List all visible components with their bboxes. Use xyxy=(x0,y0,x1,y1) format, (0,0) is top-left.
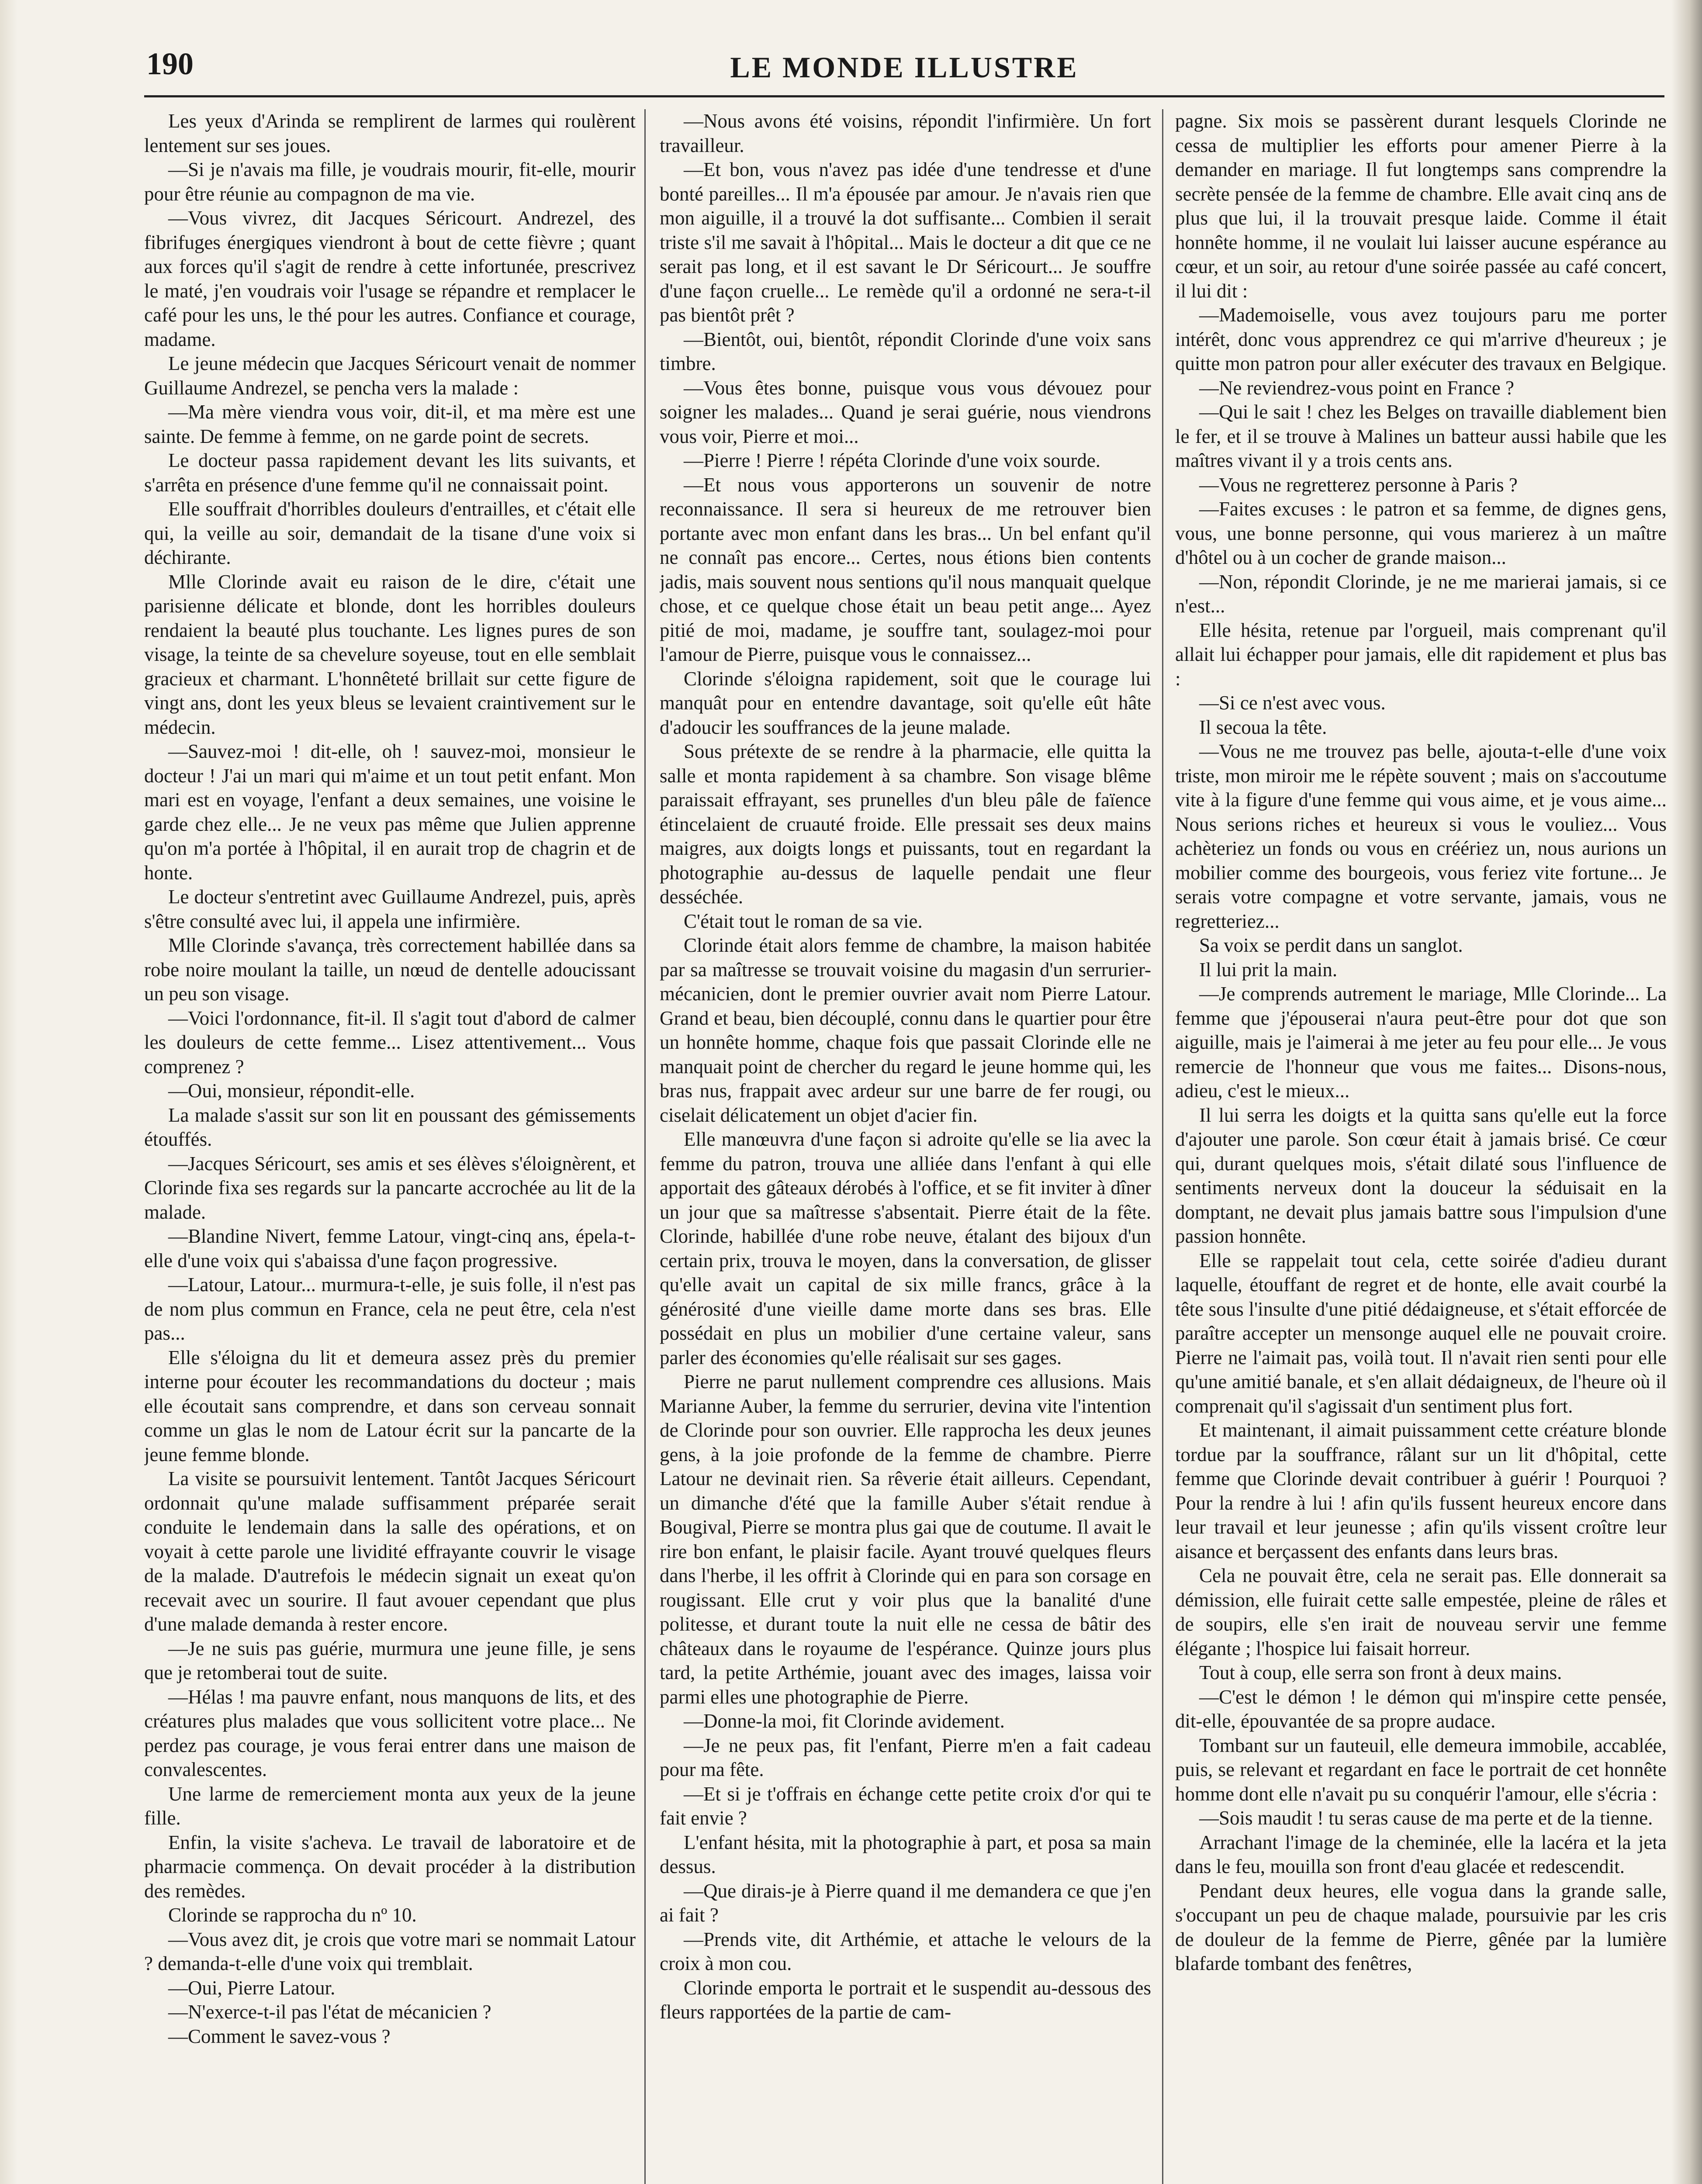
paragraph: Une larme de remerciement monta aux yeux de la jeune fille. xyxy=(144,1783,636,1829)
paragraph: —Et bon, vous n'avez pas idée d'une tendresse et d'une bonté pareilles... Il m'a épousée par amour. Je n'avais rien que mon aiguille, il a trouvé la dot suffisante... Combien il serait triste s'il me savait à l'hôpital... Mais le docteur a dit que ce ne serait pas long, et il est savant le Dr Séricourt... Je souffre d'une façon cruelle... Le remède qu'il a ordonné ne sera-t-il pas bientôt prêt ? xyxy=(660,159,1151,326)
paragraph: —Bientôt, oui, bientôt, répondit Clorinde d'une voix sans timbre. xyxy=(660,328,1151,374)
paragraph: —Sois maudit ! tu seras cause de ma perte et de la tienne. xyxy=(1199,1807,1653,1829)
paragraph: —Oui, Pierre Latour. xyxy=(168,1977,336,1999)
paragraph: —Oui, monsieur, répondit-elle. xyxy=(168,1080,415,1102)
text-columns xyxy=(144,109,1667,2184)
paragraph: —Hélas ! ma pauvre enfant, nous manquons de lits, et des créatures plus malades que vous sollicitent votre place... Ne perdez pas courage, je vous ferai entrer dans une maison de convalescentes. xyxy=(144,1686,636,1780)
paragraph: —Vous vivrez, dit Jacques Séricourt. Andrezel, des fibrifuges énergiques viendront à bout de cette fièvre ; quant aux forces qu'il s'agit de rendre à cette infortunée, prescrivez le maté, j'en voudrais voir l'usage se répandre et remplacer le café pour les uns, le thé pour les autres. Confiance et courage, madame. xyxy=(144,207,636,350)
page-right-edge xyxy=(1671,0,1702,2184)
paragraph: —N'exerce-t-il pas l'état de mécanicien ? xyxy=(168,2001,491,2023)
paragraph: Clorinde se rapprocha du nº 10. xyxy=(168,1904,417,1926)
paragraph: Sa voix se perdit dans un sanglot. xyxy=(1199,934,1463,956)
paragraph: Sous prétexte de se rendre à la pharmacie, elle quitta la salle et monta rapidement à sa chambre. Son visage blême paraissait effrayant, ses prunelles d'un bleu pâle de faïence étincelaient de cruauté froide. Elle pressait ses deux mains maigres, aux doigts longs et puissants, tout en regardant la photographie au-dessus de laquelle pendait une fleur desséchée. xyxy=(660,740,1151,908)
paragraph: pagne. Six mois se passèrent durant lesquels Clorinde ne cessa de multiplier les efforts pour amener Pierre à la demander en mariage. Il fut longtemps sans comprendre la secrète pensée de la femme de chambre. Elle avait cinq ans de plus que lui, il la trouvait presque laide. Comme il était honnête homme, il ne voulait lui laisser aucune espérance au cœur, et un soir, au retour d'une soirée passée au café concert, il lui dit : xyxy=(1175,110,1667,302)
page-header xyxy=(146,46,1662,98)
paragraph: Mlle Clorinde s'avança, très correctement habillée dans sa robe noire moulant la taille, un nœud de dentelle adoucissant un peu son visage. xyxy=(144,934,636,1005)
paragraph: Pierre ne parut nullement comprendre ces allusions. Mais Marianne Auber, la femme du serrurier, devina vite l'intention de Clorinde pour son ouvrier. Elle rapprocha les deux jeunes gens, à la joie profonde de la femme de chambre. Pierre Latour ne devinait rien. Sa rêverie était ailleurs. Cependant, un dimanche d'été que la famille Auber s'était rendue à Bougival, Pierre se montra plus gai que de coutume. Il avait le rire bon enfant, le plaisir facile. Ayant trouvé quelques fleurs dans l'herbe, il les offrit à Clorinde qui en para son corsage en rougissant. Elle crut y voir plus que la banalité d'une politesse, et durant toute la nuit elle ne cessa de bâtir des châteaux dans le royaume de l'espérance. Quinze jours plus tard, la petite Arthémie, jouant avec des images, laissa voir parmi elles une photographie de Pierre. xyxy=(660,1371,1151,1708)
paragraph: —Ma mère viendra vous voir, dit-il, et ma mère est une sainte. De femme à femme, on ne garde point de secrets. xyxy=(144,401,636,447)
paragraph: Elle se rappelait tout cela, cette soirée d'adieu durant laquelle, étouffant de regret et de honte, elle avait courbé la tête sous l'insulte d'une pitié dédaigneuse, et s'était efforcée de paraître accepter un mensonge auquel elle ne pouvait croire. Pierre ne l'aimait pas, voilà tout. Il n'avait rien senti pour elle qu'une amitié banale, et s'en allait dédaigneux, de l'heure où il comprenait qu'il s'agissait d'un sentiment plus fort. xyxy=(1175,1249,1667,1417)
paragraph: Elle souffrait d'horribles douleurs d'entrailles, et c'était elle qui, la veille au soir, demandait de la tisane d'une voix si déchirante. xyxy=(144,498,636,568)
paragraph: Le docteur passa rapidement devant les lits suivants, et s'arrêta en présence d'une femme qu'il ne connaissait point. xyxy=(144,449,636,496)
paragraph: Clorinde emporta le portrait et le suspendit au-dessous des fleurs rapportées de la partie de cam- xyxy=(660,1977,1151,2023)
paragraph: —Voici l'ordonnance, fit-il. Il s'agit tout d'abord de calmer les douleurs de cette femme... Lisez attentivement... Vous comprenez ? xyxy=(144,1007,636,1078)
paragraph: —Comment le savez-vous ? xyxy=(168,2025,391,2047)
paragraph: —Je ne suis pas guérie, murmura une jeune fille, je sens que je retomberai tout de suite. xyxy=(144,1637,636,1683)
paragraph: C'était tout le roman de sa vie. xyxy=(684,910,923,932)
page-left-edge xyxy=(0,0,17,2184)
paragraph: Tombant sur un fauteuil, elle demeura immobile, accablée, puis, se relevant et regardant en face le portrait de cet honnête homme dont elle n'avait pu su conquérir l'amour, elle s'écria : xyxy=(1175,1734,1667,1805)
paragraph: —Que dirais-je à Pierre quand il me demandera ce que j'en ai fait ? xyxy=(660,1880,1151,1926)
paragraph: —Faites excuses : le patron et sa femme, de dignes gens, vous, une bonne personne, qui vous marierez à un maître d'hôtel ou à un cocher de grande maison... xyxy=(1175,498,1667,568)
paragraph: —Jacques Séricourt, ses amis et ses élèves s'éloignèrent, et Clorinde fixa ses regards sur la pancarte accrochée au lit de la malade. xyxy=(144,1152,636,1223)
paragraph: Il secoua la tête. xyxy=(1199,716,1327,738)
paragraph: Il lui prit la main. xyxy=(1199,958,1338,981)
paragraph: —Vous avez dit, je crois que votre mari se nommait Latour ? demanda-t-elle d'une voix qui tremblait. xyxy=(144,1928,636,1974)
paragraph: Clorinde s'éloigna rapidement, soit que le courage lui manquât pour en entendre davantage, soit qu'elle eût hâte d'adoucir les souffrances de la jeune malade. xyxy=(660,667,1151,738)
paragraph: —Je ne peux pas, fit l'enfant, Pierre m'en a fait cadeau pour ma fête. xyxy=(660,1734,1151,1780)
paragraph: —C'est le démon ! le démon qui m'inspire cette pensée, dit-elle, épouvantée de sa propre audace. xyxy=(1175,1686,1667,1732)
paragraph: —Non, répondit Clorinde, je ne me marierai jamais, si ce n'est... xyxy=(1175,570,1667,617)
paragraph: —Donne-la moi, fit Clorinde avidement. xyxy=(684,1710,1005,1732)
header-rule xyxy=(144,95,1664,97)
column-2 xyxy=(660,109,1151,2184)
paragraph: —Et si je t'offrais en échange cette petite croix d'or qui te fait envie ? xyxy=(660,1783,1151,1829)
paragraph: —Vous ne me trouvez pas belle, ajouta-t-elle d'une voix triste, mon miroir me le répète souvent ; mais on s'accoutume vite à la figure d'une femme qui vous aime, et je vous aime... Nous serions riches et heureux si vous le vouliez... Vous achèteriez un fonds ou vous en créériez un, nous aurions un mobilier comme des bourgeois, vous feriez vite fortune... Je serais votre compagne et votre servante, jamais, vous ne regretteriez... xyxy=(1175,740,1667,932)
paragraph: —Vous ne regretterez personne à Paris ? xyxy=(1199,473,1518,496)
paragraph: Cela ne pouvait être, cela ne serait pas. Elle donnerait sa démission, elle fuirait cette salle empestée, pleine de râles et de soupirs, elle s'en irait de nouveau servir une femme élégante ; l'hospice lui faisait horreur. xyxy=(1175,1565,1667,1659)
paragraph: La malade s'assit sur son lit en poussant des gémissements étouffés. xyxy=(144,1104,636,1150)
paragraph: Le docteur s'entretint avec Guillaume Andrezel, puis, après s'être consulté avec lui, il appela une infirmière. xyxy=(144,886,636,932)
paragraph: —Prends vite, dit Arthémie, et attache le velours de la croix à mon cou. xyxy=(660,1928,1151,1974)
paragraph: Le jeune médecin que Jacques Séricourt venait de nommer Guillaume Andrezel, se pencha vers la malade : xyxy=(144,352,636,399)
paragraph: Les yeux d'Arinda se remplirent de larmes qui roulèrent lentement sur ses joues. xyxy=(144,110,636,156)
paragraph: Elle hésita, retenue par l'orgueil, mais comprenant qu'il allait lui échapper pour jamais, elle dit rapidement et plus bas : xyxy=(1175,619,1667,690)
column-3 xyxy=(1175,109,1667,2184)
paragraph: Il lui serra les doigts et la quitta sans qu'elle eut la force d'ajouter une parole. Son cœur était à jamais brisé. Ce cœur qui, durant quelques mois, s'était dilaté sous l'influence de sentiments nerveux dont la douceur la séduisait en la domptant, ne devait plus jamais battre sous l'impulsion d'une passion honnête. xyxy=(1175,1104,1667,1247)
page-number: 190 xyxy=(146,46,194,81)
paragraph: —Mademoiselle, vous avez toujours paru me porter intérêt, donc vous apprendrez ce qui m'arrive d'heureux ; je quitte mon patron pour aller exécuter des travaux en Belgique. xyxy=(1175,304,1667,374)
paragraph: Clorinde était alors femme de chambre, la maison habitée par sa maîtresse se trouvait voisine du magasin d'un serrurier-mécanicien, dont le premier ouvrier avait nom Pierre Latour. Grand et beau, bien découplé, connu dans le quartier pour être un honnête homme, chaque fois que passait Clorinde elle ne manquait point de chercher du regard le jeune homme qui, les bras nus, frappait avec ardeur sur une barre de fer rougi, ou ciselait délicatement un objet d'acier fin. xyxy=(660,934,1151,1126)
paragraph: —Si ce n'est avec vous. xyxy=(1199,692,1386,714)
paragraph: —Je comprends autrement le mariage, Mlle Clorinde... La femme que j'épouserai n'aura peut-être pour dot que son aiguille, mais je l'aimerai à me jeter au feu pour elle... Je vous remercie de l'honneur que vous me faites... Disons-nous, adieu, c'est le mieux... xyxy=(1175,983,1667,1102)
paragraph: Tout à coup, elle serra son front à deux mains. xyxy=(1199,1662,1562,1683)
paragraph: —Blandine Nivert, femme Latour, vingt-cinq ans, épela-t-elle d'une voix qui s'abaissa d'une façon progressive. xyxy=(144,1225,636,1272)
column-1 xyxy=(144,109,636,2184)
paragraph: Et maintenant, il aimait puissamment cette créature blonde tordue par la souffrance, râlant sur un lit d'hôpital, cette femme que Clorinde devait contribuer à guérir ! Pourquoi ? Pour la rendre à lui ! afin qu'ils fussent heureux encore dans leur travail et leur jeunesse ; afin qu'ils vissent croître leur aisance et berçassent des enfants dans leurs bras. xyxy=(1175,1419,1667,1562)
paragraph: Arrachant l'image de la cheminée, elle la lacéra et la jeta dans le feu, mouilla son front d'eau glacée et redescendit. xyxy=(1175,1831,1667,1877)
paragraph: —Latour, Latour... murmura-t-elle, je suis folle, il n'est pas de nom plus commun en France, cela ne peut être, cela n'est pas... xyxy=(144,1274,636,1344)
paragraph: Pendant deux heures, elle vogua dans la grande salle, s'occupant un peu de chaque malade, poursuivie par les cris de douleur de la femme de Pierre, gênée par la lumière blafarde tombant des fenêtres, xyxy=(1175,1880,1667,1974)
paragraph: —Vous êtes bonne, puisque vous vous dévouez pour soigner les malades... Quand je serai guérie, nous viendrons vous voir, Pierre et moi... xyxy=(660,377,1151,447)
paragraph: Elle manœuvra d'une façon si adroite qu'elle se lia avec la femme du patron, trouva une alliée dans l'enfant à qui elle apportait des gâteaux dérobés à l'office, et se fit inviter à dîner un jour que sa maîtresse s'absentait. Pierre était de la fête. Clorinde, habillée d'une robe neuve, étalant des bijoux d'un certain prix, trouva le moyen, dans la conversation, de glisser qu'elle avait un capital de six mille francs, grâce à la générosité d'une vieille dame morte dans ses bras. Elle possédait en plus un mobilier d'une certaine valeur, sans parler des économies qu'elle réalisait sur ses gages. xyxy=(660,1128,1151,1368)
paragraph: —Ne reviendrez-vous point en France ? xyxy=(1199,377,1514,399)
journal-title: LE MONDE ILLUSTRE xyxy=(730,51,1079,84)
paragraph: —Pierre ! Pierre ! répéta Clorinde d'une voix sourde. xyxy=(684,449,1101,471)
paragraph: —Qui le sait ! chez les Belges on travaille diablement bien le fer, et il se trouve à Malines un batteur aussi habile que les maîtres vivant il y a trois cents ans. xyxy=(1175,401,1667,471)
paragraph: —Si je n'avais ma fille, je voudrais mourir, fit-elle, mourir pour être réunie au compagnon de ma vie. xyxy=(144,159,636,205)
paragraph: Mlle Clorinde avait eu raison de le dire, c'était une parisienne délicate et blonde, dont les horribles douleurs rendaient la beauté plus touchante. Les lignes pures de son visage, la teinte de sa chevelure soyeuse, tout en elle semblait gracieux et charmant. L'honnêteté brillait sur cette figure de vingt ans, dont les yeux bleus se levaient craintivement sur le médecin. xyxy=(144,570,636,738)
paragraph: La visite se poursuivit lentement. Tantôt Jacques Séricourt ordonnait qu'une malade suffisamment préparée serait conduite le lendemain dans la salle des opérations, et on voyait à cette parole une lividité effrayante couvrir le visage de la malade. D'autrefois le médecin signait un exeat qu'on recevait avec un sourire. Il faut avouer cependant que plus d'une malade demanda à rester encore. xyxy=(144,1468,636,1635)
paragraph: Enfin, la visite s'acheva. Le travail de laboratoire et de pharmacie commença. On devait procéder à la distribution des remèdes. xyxy=(144,1831,636,1902)
paragraph: Elle s'éloigna du lit et demeura assez près du premier interne pour écouter les recommandations du docteur ; mais elle écoutait sans comprendre, et dans son cerveau sonnait comme un glas le nom de Latour écrit sur la pancarte de la jeune femme blonde. xyxy=(144,1346,636,1465)
paragraph: —Nous avons été voisins, répondit l'infirmière. Un fort travailleur. xyxy=(660,110,1151,156)
paragraph: L'enfant hésita, mit la photographie à part, et posa sa main dessus. xyxy=(660,1831,1151,1877)
paragraph: —Sauvez-moi ! dit-elle, oh ! sauvez-moi, monsieur le docteur ! J'ai un mari qui m'aime et un tout petit enfant. Mon mari est en voyage, l'enfant a deux semaines, une voisine le garde chez elle... Je ne veux pas même que Julien apprenne qu'on m'a portée à l'hôpital, il en aurait trop de chagrin et de honte. xyxy=(144,740,636,884)
paragraph: —Et nous vous apporterons un souvenir de notre reconnaissance. Il sera si heureux de me retrouver bien portante avec mon enfant dans les bras... Un bel enfant qu'il ne connaît pas encore... Certes, nous étions bien contents jadis, mais souvent nous sentions qu'il nous manquait quelque chose, et ce quelque chose était un beau petit ange... Ayez pitié de moi, madame, je souffre tant, soulagez-moi pour l'amour de Pierre, puisque vous le connaissez... xyxy=(660,473,1151,665)
